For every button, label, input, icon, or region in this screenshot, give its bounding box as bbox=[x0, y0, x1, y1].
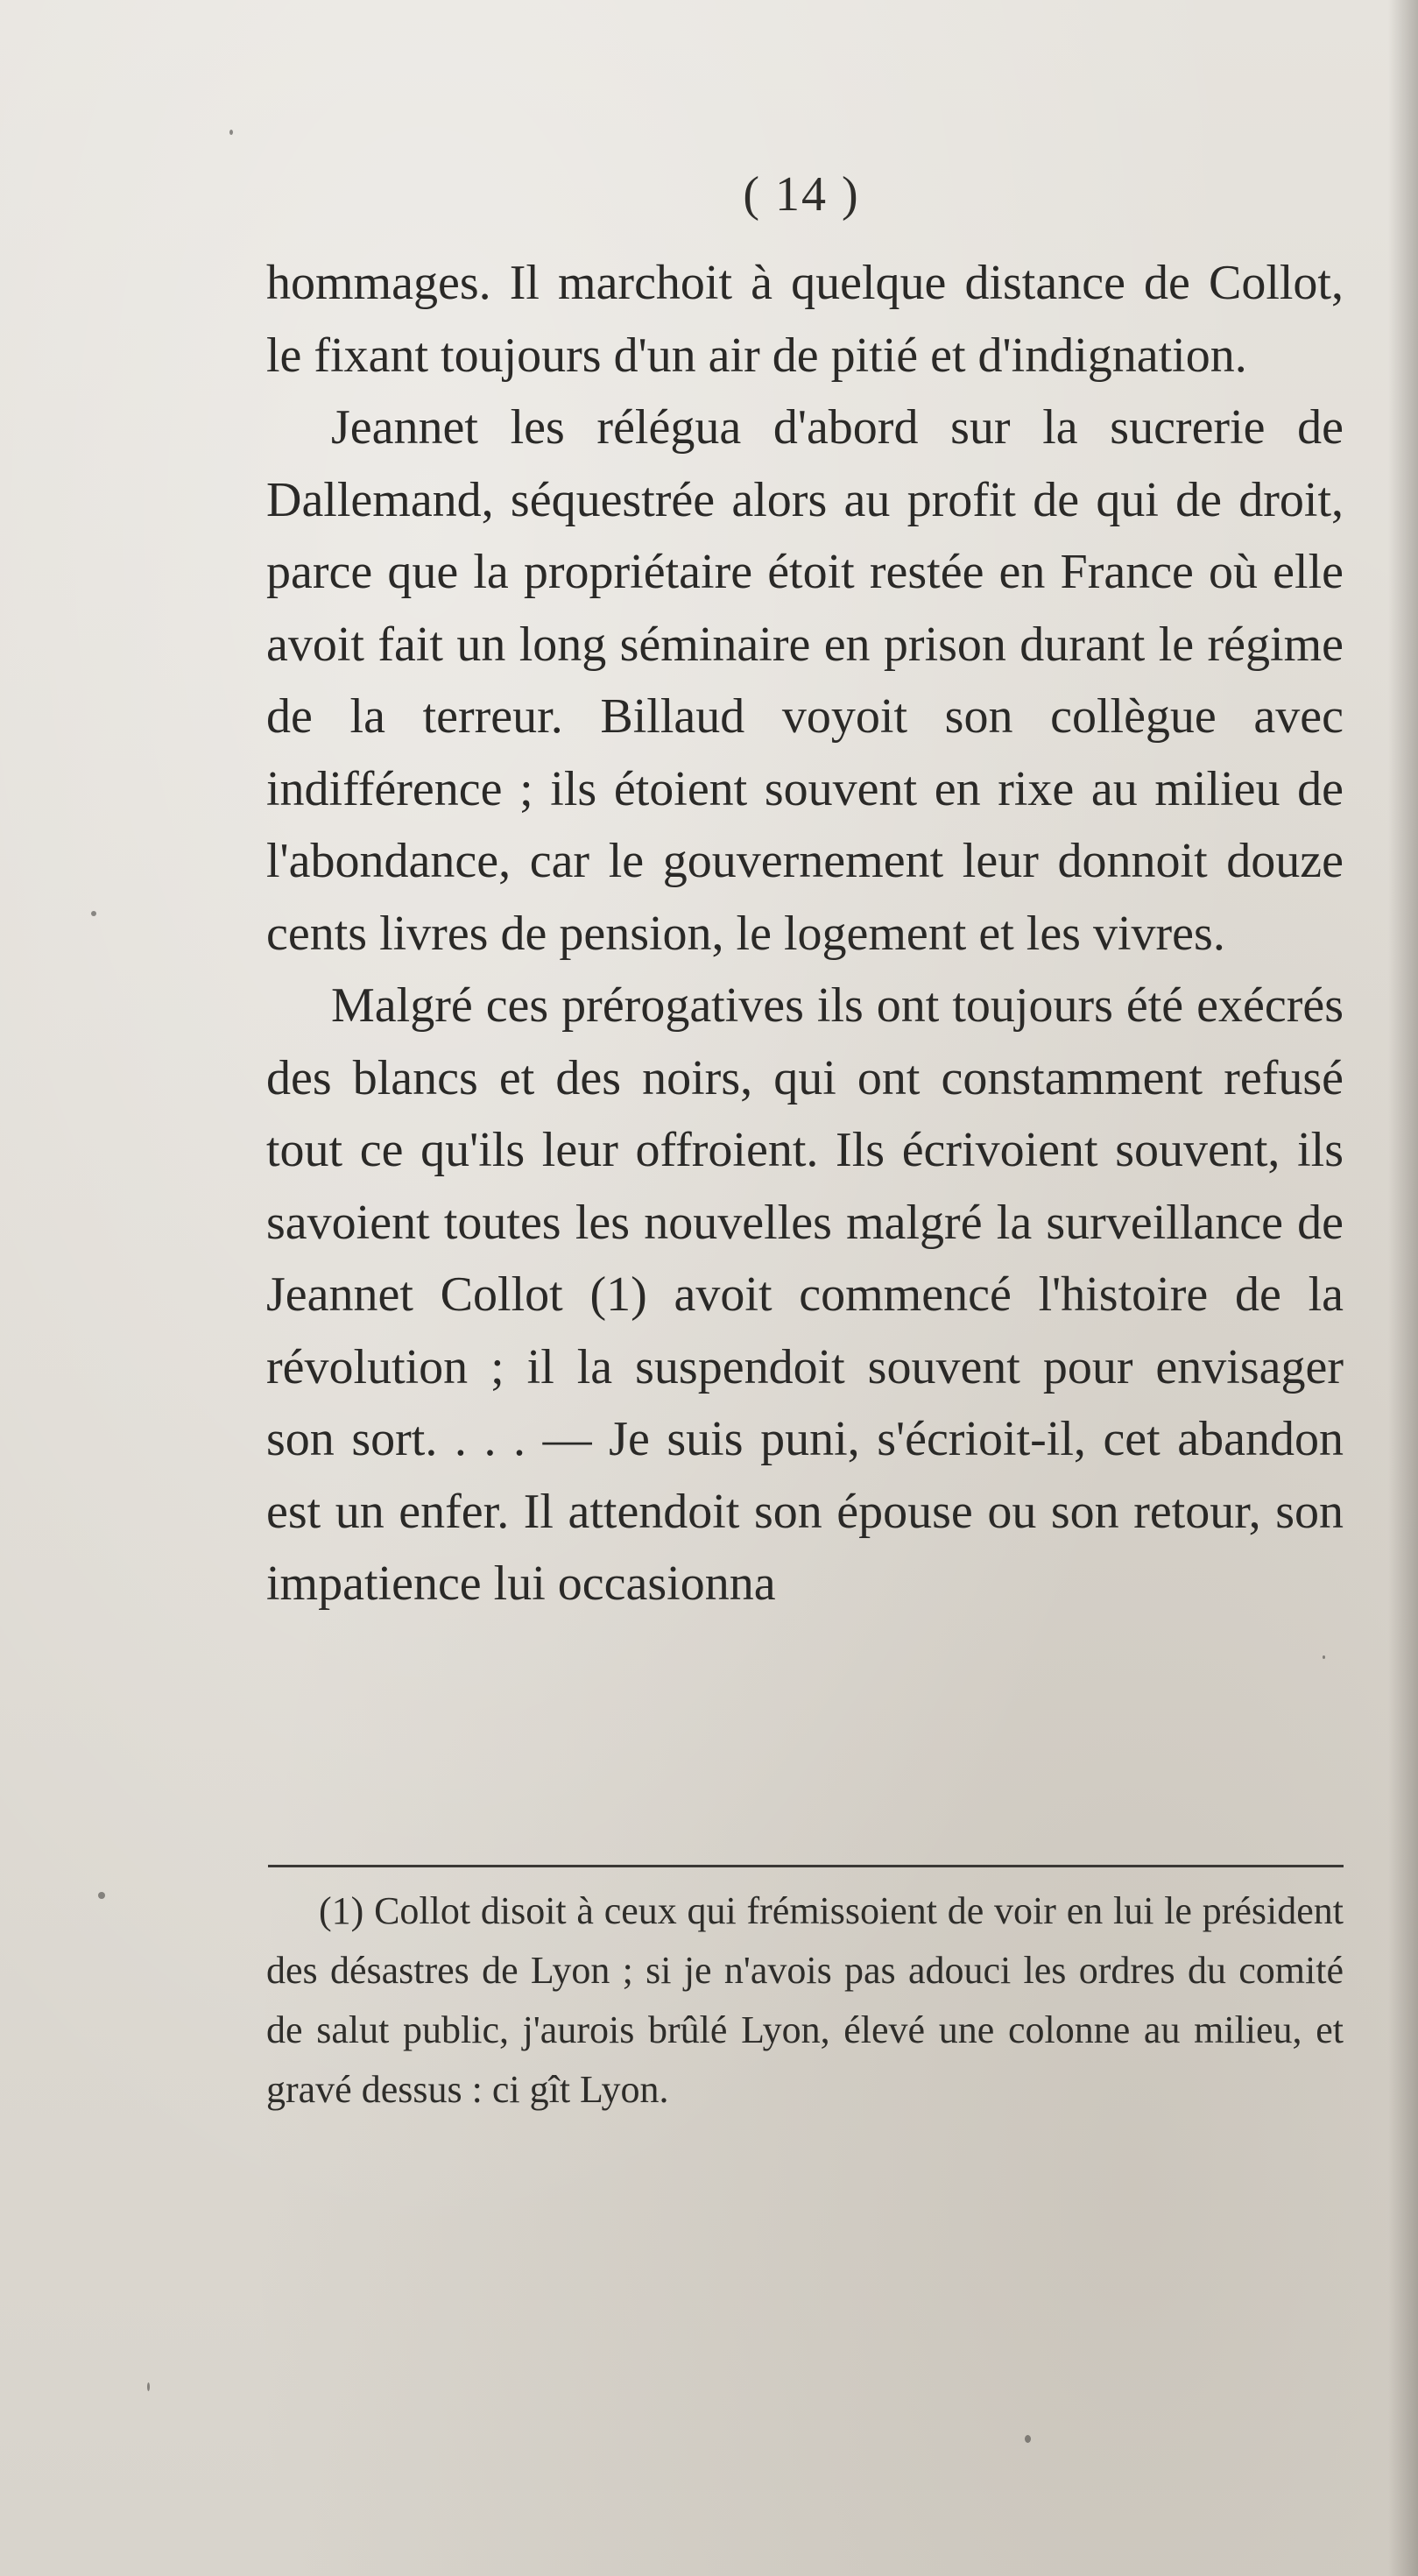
ink-speck bbox=[98, 1892, 105, 1899]
page-number: ( 14 ) bbox=[743, 167, 860, 222]
ink-speck bbox=[91, 911, 96, 916]
ink-speck bbox=[1323, 1655, 1325, 1659]
footnote bbox=[266, 1881, 1344, 2120]
body-text bbox=[266, 247, 1344, 1620]
paragraph-2: Jeannet les rélégua d'abord sur la sucrerie de Dallemand, séquestrée alors au profit de qui de droit, parce que la propriétaire étoit restée en France où elle avoit fait un long séminaire en prison durant le régime de la terreur. Billaud voyoit son collègue avec indifférence ; ils étoient souvent en rixe au milieu de l'abondance, car le gouvernement leur donnoit douze cents livres de pension, le logement et les vivres. bbox=[266, 400, 1344, 961]
paragraph-3: Malgré ces prérogatives ils ont toujours été exécrés des blancs et des noirs, qui ont constamment refusé tout ce qu'ils leur offroient. Ils écrivoient souvent, ils savoient toutes les nouvelles malgré la surveillance de Jeannet Collot (1) avoit commencé l'histoire de la révolution ; il la suspendoit souvent pour envisager son sort. . . . — Je suis puni, s'écrioit-il, cet abandon est un enfer. Il attendoit son épouse ou son retour, son impatience lui occasionna bbox=[266, 978, 1344, 1611]
footnote-rule bbox=[268, 1865, 1344, 1867]
page-gutter-shadow bbox=[1388, 0, 1418, 2576]
paragraph-1: hommages. Il marchoit à quelque distance de Collot, le fixant toujours d'un air de pitié et d'indignation. bbox=[266, 256, 1344, 383]
ink-speck bbox=[1025, 2435, 1031, 2443]
ink-speck bbox=[147, 2382, 150, 2391]
ink-speck bbox=[229, 130, 233, 135]
footnote-text: (1) Collot disoit à ceux qui frémissoient de voir en lui le président des désastres de Lyon ; si je n'avois pas adouci les ordres du comité de salut public, j'aurois brûlé Lyon, élevé une colonne au milieu, et gravé dessus : ci gît Lyon. bbox=[266, 1889, 1344, 2111]
